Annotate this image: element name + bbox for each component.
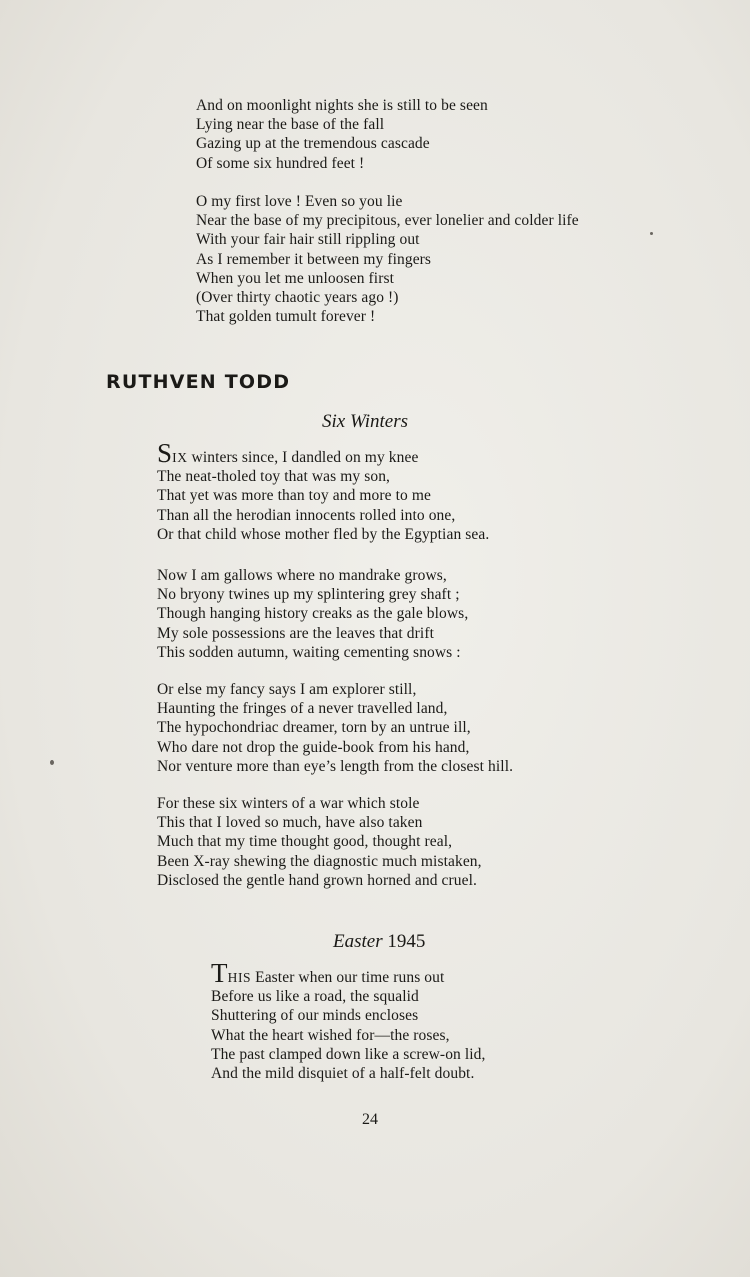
easter-1945-stanza-1 — [211, 958, 486, 1083]
page-number: 24 — [362, 1111, 378, 1128]
poem-line: Before us like a road, the squalid — [211, 988, 419, 1006]
poem-line — [157, 438, 489, 468]
drop-cap: T — [211, 958, 228, 988]
drop-cap: S — [157, 438, 173, 468]
poem-line: This sodden autumn, waiting cementing snows : — [157, 643, 461, 661]
poem-line: With your fair hair still rippling out — [196, 231, 420, 249]
six-winters-stanza-3 — [157, 680, 513, 776]
poem-title-year: 1945 — [387, 931, 426, 952]
poem-line: Who dare not drop the guide-book from his hand, — [157, 738, 470, 756]
six-winters-stanza-2 — [157, 566, 468, 662]
poem-line: No bryony twines up my splintering grey shaft ; — [157, 586, 460, 604]
poem-line-rest: winters since, I dandled on my knee — [187, 449, 419, 466]
poem-line: The past clamped down like a screw-on lid, — [211, 1045, 486, 1063]
poem-line — [211, 958, 486, 988]
six-winters-stanza-1 — [157, 438, 490, 544]
poem-line: What the heart wished for—the roses, — [211, 1026, 450, 1044]
poem-line: That golden tumult forever ! — [196, 308, 376, 326]
poem-line: Near the base of my precipitous, ever lonelier and colder life — [196, 212, 579, 230]
scan-speck — [650, 232, 653, 235]
poem-line: Lying near the base of the fall — [196, 116, 385, 134]
poem-line: Of some six hundred feet ! — [196, 154, 365, 172]
poem-line: Haunting the fringes of a never travelled land, — [157, 700, 448, 718]
poem-line: Gazing up at the tremendous cascade — [196, 135, 430, 153]
poem-line: And on moonlight nights she is still to be seen — [196, 97, 488, 114]
previous-poem-stanza-2 — [196, 192, 579, 326]
poem-line: Now I am gallows where no mandrake grows, — [157, 567, 447, 584]
poem-line: As I remember it between my fingers — [196, 250, 432, 268]
poem-line: When you let me unloosen first — [196, 269, 394, 287]
six-winters-stanza-4 — [157, 794, 482, 890]
poem-title-easter-1945 — [333, 930, 425, 954]
poem-line: (Over thirty chaotic years ago !) — [196, 289, 399, 307]
poem-line: My sole possessions are the leaves that drift — [157, 624, 434, 642]
poem-line: That yet was more than toy and more to me — [157, 487, 431, 505]
poem-line: This that I loved so much, have also taken — [157, 814, 423, 832]
scan-speck — [50, 760, 54, 765]
poem-line: O my first love ! Even so you lie — [196, 193, 403, 210]
poem-line: For these six winters of a war which stole — [157, 795, 420, 812]
poem-line: Been X-ray shewing the diagnostic much mistaken, — [157, 852, 482, 870]
poem-line: Shuttering of our minds encloses — [211, 1007, 419, 1025]
poem-line: And the mild disquiet of a half-felt doubt. — [211, 1065, 475, 1083]
poem-line: Disclosed the gentle hand grown horned and cruel. — [157, 871, 477, 889]
poem-title-six-winters: Six Winters — [322, 411, 409, 432]
previous-poem-stanza-1 — [196, 96, 488, 173]
poem-line: Or that child whose mother fled by the Egyptian sea. — [157, 525, 490, 543]
poem-line: Much that my time thought good, thought real, — [157, 833, 453, 851]
poem-line-rest: Easter when our time runs out — [251, 969, 445, 986]
poem-title-word: Easter — [333, 931, 383, 952]
author-heading: RUTHVEN TODD — [106, 371, 291, 393]
poem-line: Or else my fancy says I am explorer still, — [157, 681, 417, 698]
poem-line: Than all the herodian innocents rolled into one, — [157, 506, 456, 524]
poem-line: Nor venture more than eye’s length from the closest hill. — [157, 757, 514, 775]
poem-line: Though hanging history creaks as the gale blows, — [157, 605, 469, 623]
small-caps-word: IX — [172, 450, 188, 465]
poem-line: The neat-tholed toy that was my son, — [157, 468, 391, 486]
poem-line: The hypochondriac dreamer, torn by an untrue ill, — [157, 719, 471, 737]
small-caps-word: HIS — [227, 970, 252, 985]
